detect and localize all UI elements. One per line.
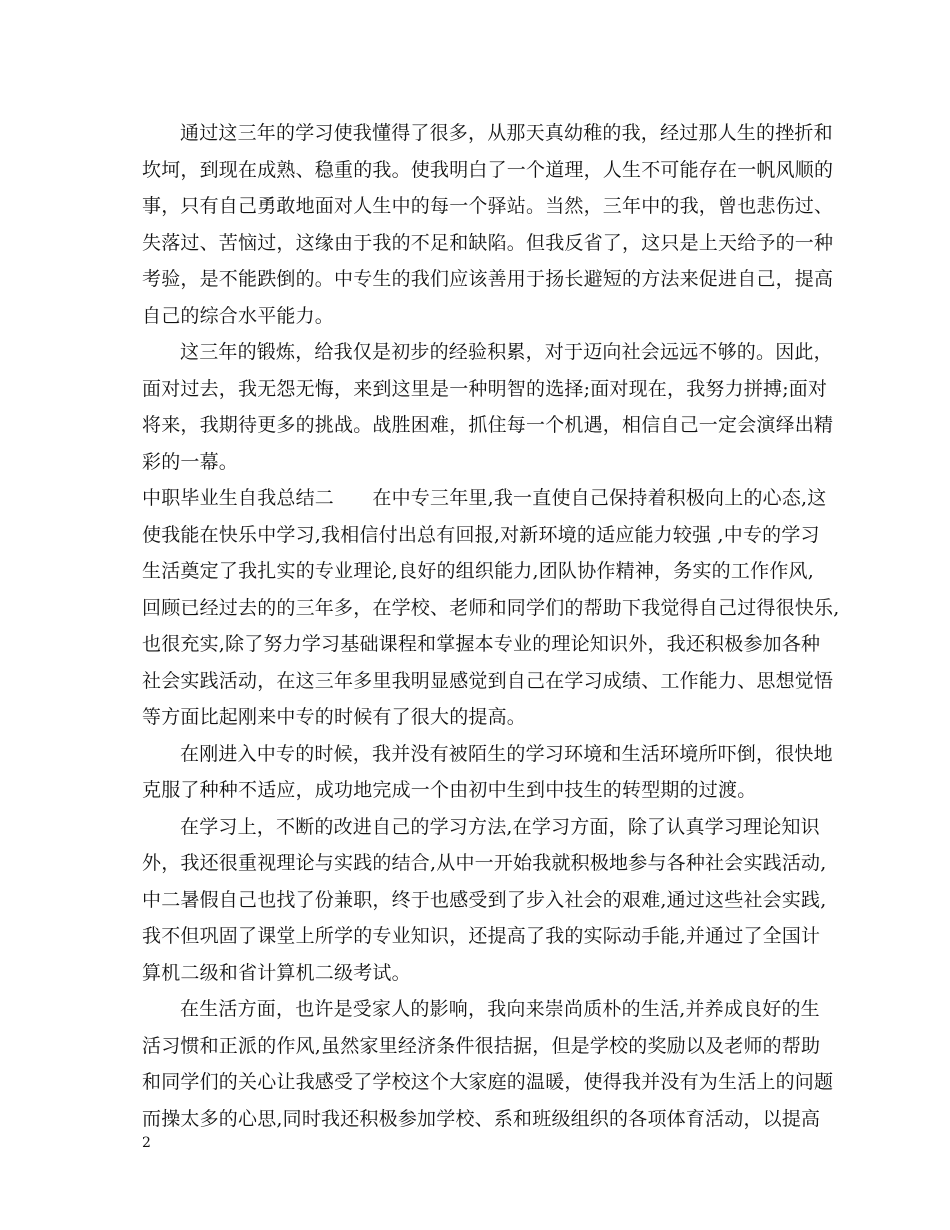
text-line: 社会实践活动，在这三年多里我明显感觉到自己在学习成绩、工作能力、思想觉悟 [142, 669, 834, 692]
text-line: 坎坷，到现在成熟、稳重的我。使我明白了一个道理，人生不可能存在一帆风顺的 [142, 158, 834, 181]
text-line: 通过这三年的学习使我懂得了很多，从那天真幼稚的我，经过那人生的挫折和 [180, 122, 833, 144]
text-line: 这三年的锻炼，给我仅是初步的经验积累，对于迈向社会远远不够的。因此， [180, 341, 833, 363]
text-line: 我不但巩固了课堂上所学的专业知识，还提高了我的实际动手能,并通过了全国计 [142, 925, 821, 947]
text-line: 活习惯和正派的作风,虽然家里经济条件很拮据，但是学校的奖励以及老师的帮助 [142, 1034, 821, 1057]
text-line: 失落过、苦恼过，这缘由于我的不足和缺陷。但我反省了，这只是上天给予的一种 [142, 231, 834, 254]
text-line: 在生活方面，也许是受家人的影响，我向来崇尚质朴的生活,并养成良好的生 [180, 998, 820, 1020]
text-line: 面对过去，我无怨无悔，来到这里是一种明智的选择;面对现在，我努力拼搏;面对 [142, 377, 828, 400]
page-number: 2 [142, 1135, 151, 1151]
text-line: 外，我还很重视理论与实践的结合,从中一开始我就积极地参与各种社会实践活动, [142, 852, 827, 874]
text-line: 而操太多的心思,同时我还积极参加学校、系和班级组织的各项体育活动，以提高 [142, 1107, 821, 1130]
text-line: 中二暑假自己也找了份兼职，终于也感受到了步入社会的艰难,通过这些社会实践, [142, 888, 827, 911]
text-line: 在刚进入中专的时候，我并没有被陌生的学习环境和生活环境所吓倒，很快地 [180, 742, 833, 765]
text-line: 使我能在快乐中学习,我相信付出总有回报,对新环境的适应能力较强 ,中专的学习 [142, 523, 820, 546]
text-line: 和同学们的关心让我感受了学校这个大家庭的温暖，使得我并没有为生活上的问题 [142, 1071, 834, 1093]
text-line: 在学习上，不断的改进自己的学习方法,在学习方面，除了认真学习理论知识 [180, 815, 820, 838]
text-line: 将来，我期待更多的挑战。战胜困难，抓住每一个机遇，相信自己一定会演绎出精 [142, 414, 834, 436]
text-line: 生活奠定了我扎实的专业理论,良好的组织能力,团队协作精神，务实的工作作风, [142, 560, 814, 582]
text-line: 考验，是不能跌倒的。中专生的我们应该善用于扬长避短的方法来促进自己，提高 [142, 268, 834, 290]
text-line: 克服了种种不适应，成功地完成一个由初中生到中技生的转型期的过渡。 [142, 779, 757, 801]
document-body [142, 115, 840, 1137]
text-line: 等方面比起刚来中专的时候有了很大的提高。 [142, 706, 527, 728]
text-line: 自己的综合水平能力。 [142, 304, 335, 327]
text-line: 算机二级和省计算机二级考试。 [142, 961, 411, 984]
text-line: 回顾已经过去的的三年多，在学校、老师和同学们的帮助下我觉得自己过得很快乐, [142, 596, 840, 619]
text-line: 也很充实,除了努力学习基础课程和掌握本专业的理论知识外，我还积极参加各种 [142, 633, 821, 655]
text-line: 中职毕业生自我总结二 在中专三年里,我一直使自己保持着积极向上的心态,这 [142, 487, 827, 509]
text-line: 事，只有自己勇敢地面对人生中的每一个驿站。当然，三年中的我，曾也悲伤过、 [142, 195, 834, 217]
text-line: 彩的一幕。 [142, 450, 239, 473]
